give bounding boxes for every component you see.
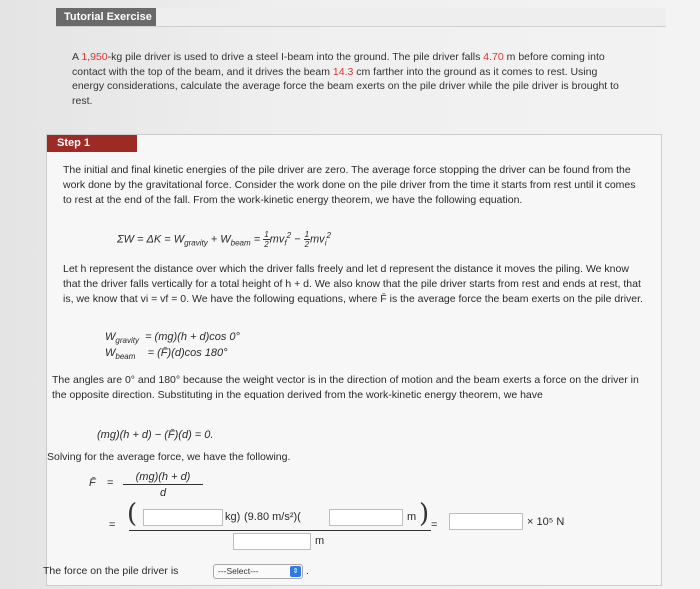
final-period: . [306,565,309,577]
equals-sign-3: = [431,519,438,531]
depth-value: 14.3 [332,65,354,78]
tutorial-header [56,8,666,27]
problem-statement: A 1,950-kg pile driver is used to drive a steel I-beam into the ground. The pile driver falls 4.70 m before coming into contact with the top of the beam, and it drives the beam 14.3 cm farther into the ground as it comes to rest. Using energy considerations, calculate the average force the beam exerts on the pile driver while the pile driver is brought to rest. [72,51,619,107]
distance-input[interactable] [233,533,311,550]
gravity-work-equation: $W_{gravity} = (mg)(h + d)\cos$ 0° [105,331,240,346]
step-label: Step 1 [47,135,137,152]
tutorial-title: Tutorial Exercise [56,8,156,26]
gravity-value: (9.80 m/s²)( [244,511,301,523]
step-paragraph-1: The initial and final kinetic energies of the pile driver are zero. The average force stopping the driver can be found from the work done by the gravitational force. Consider the work done on the pile driver from the time it starts from rest until it comes to rest at the end of the fall. From the work-kinetic energy theorem, we have the following equation. [63,164,636,206]
m-unit-denominator: m [315,535,325,547]
substituted-equation: (mg)(h + d) − (F̄)(d) = 0. [97,429,214,441]
fbar-symbol: F̄ [89,477,96,489]
direction-select[interactable]: ---Select--- ⇕ [213,564,303,579]
final-answer-label: The force on the pile driver is [43,565,179,577]
close-paren-1: ) [419,499,430,529]
kg-unit: kg) [225,511,241,523]
height-input[interactable] [329,509,403,526]
step-paragraph-4: Solving for the average force, we have the following. [47,451,291,463]
chevron-updown-icon: ⇕ [290,566,301,577]
equals-sign-1: = [107,477,114,489]
open-paren-1: ( [127,499,138,529]
step-paragraph-2: Let h represent the distance over which the driver falls freely and let d represent the distance it moves the piling. We know that the driver falls vertically for a total height of h + d. We also know that the pile driver starts from rest and ends at rest, that is, we know that vi = vf = 0. We have the following equations, where F̄ is the average force the beam exerts on the pile driver. [63,263,643,305]
answer-input[interactable] [449,513,523,530]
equals-sign-2: = [109,519,116,531]
height-value: 4.70 [483,51,504,63]
step-panel [43,134,662,586]
beam-work-equation: $W_{beam}$ = (F̄)(d)cos 180° [105,347,228,362]
work-energy-equation: $\Sigma W = \Delta K = W_{gravity} + W_{beam}$ = $\frac{1}{2}mv_f^2$ − $\frac{1}{2}mv_i^2$ [117,230,331,249]
force-fraction-numerator: (mg)(h + d) [123,471,203,485]
m-unit-numerator: m [407,511,417,523]
result-unit: × 10⁵ N [527,516,565,528]
step-paragraph-3: The angles are 0° and 180° because the weight vector is in the direction of motion and the beam exerts a force on the driver in the opposite direction. Substituting in the equation derived from the work-kinetic energy theorem, we have [52,374,639,401]
force-fraction-denominator: d [159,487,167,499]
mass-value: 1,950 [81,51,108,63]
mass-input[interactable] [143,509,223,526]
fraction-bar [129,530,431,531]
